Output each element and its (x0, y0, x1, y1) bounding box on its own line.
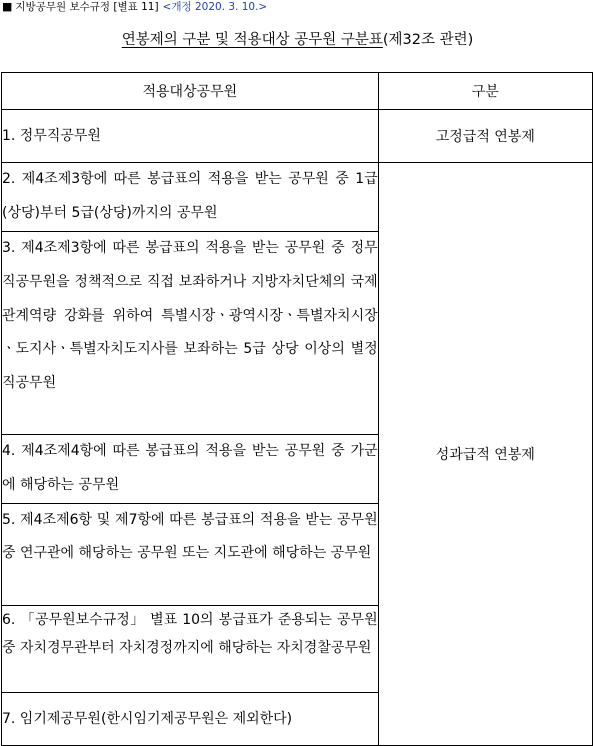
row-text: 6. 「공무원보수규정」 별표 10의 봉급표가 준용되는 공무원 중 자치경무관부터 자치경정까지에 해당하는 자치경찰공무원 (2, 605, 379, 692)
row-text: 4. 제4조제4항에 따른 봉급표의 적용을 받는 공무원 중 가군에 해당하는 공무원 (2, 435, 379, 504)
title-main: 연봉제의 구분 및 적용대상 공무원 구분표 (121, 32, 383, 48)
header-target-officials: 적용대상공무원 (2, 73, 379, 110)
category-cell: 성과급적 연봉제 (378, 163, 592, 746)
title-suffix: (제32조 관련) (382, 32, 474, 48)
row-text: 3. 제4조제3항에 따른 봉급표의 적용을 받는 공무원 중 정무직공무원을 정책적으로 직접 보좌하거나 지방자치단체의 국제관계역량 강화를 위하여 특별시장ㆍ광역시장ㆍ특별자치시장ㆍ도지사ㆍ특별자치도지사를 보좌하는 5급 상당 이상의 별정직공무원 (2, 232, 379, 435)
revision-date: <개정 2020. 3. 10.> (162, 1, 268, 13)
square-marker-icon: ■ (2, 0, 13, 13)
table-row (2, 163, 593, 232)
table-row (2, 110, 593, 163)
category-cell: 고정급적 연봉제 (378, 110, 592, 163)
row-text: 1. 정무직공무원 (2, 110, 379, 163)
regulation-reference: 지방공무원 보수규정 [별표 11] (15, 1, 159, 13)
document-header (2, 0, 267, 14)
header-category: 구분 (378, 73, 592, 110)
row-text: 5. 제4조제6항 및 제7항에 따른 봉급표의 적용을 받는 공무원 중 연구관에 해당하는 공무원 또는 지도관에 해당하는 공무원 (2, 503, 379, 605)
table-header-row (2, 73, 593, 110)
row-text: 2. 제4조제3항에 따른 봉급표의 적용을 받는 공무원 중 1급(상당)부터 5급(상당)까지의 공무원 (2, 163, 379, 232)
classification-table (1, 72, 593, 746)
row-text: 7. 임기제공무원(한시임기제공무원은 제외한다) (2, 692, 379, 745)
page-title (0, 30, 595, 50)
